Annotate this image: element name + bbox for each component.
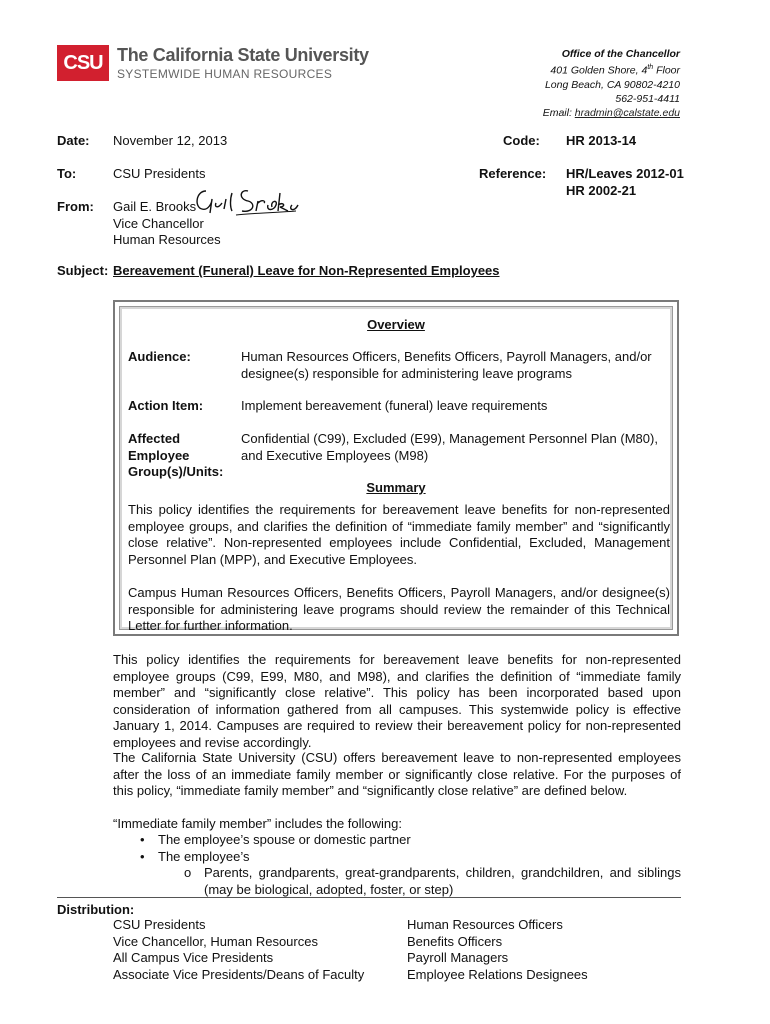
reference-label: Reference: (479, 166, 547, 181)
bullet-marker-2: • (140, 849, 145, 864)
distribution-title: Distribution: (57, 902, 135, 917)
distribution-item: All Campus Vice Presidents (113, 950, 274, 965)
from-title: Vice Chancellor (113, 215, 204, 231)
logo-title: The California State University (117, 45, 369, 65)
distribution-item: CSU Presidents (113, 917, 206, 932)
distribution-item: Associate Vice Presidents/Deans of Faculty (113, 966, 365, 982)
sub-bullet-marker: o (184, 865, 192, 880)
body-paragraph-1: This policy identifies the requirements for bereavement leave benefits for non-represented employee groups (C99, E99, M80, and M98), and clarifies the definition of “immediate family member” and “significantly close relative”. This policy has been incorporated based upon consideration of information gathered from all campuses. This systemwide policy is effective January 1, 2014. Campuses are required to review their bereavement policy for non-represented employees and revise accordingly. (113, 652, 681, 750)
date-label: Date: (57, 133, 90, 148)
summary-title: Summary (366, 480, 426, 495)
distribution-item: Employee Relations Designees (407, 966, 588, 982)
logo-subtitle: SYSTEMWIDE HUMAN RESOURCES (117, 67, 333, 81)
distribution-right-list (407, 917, 588, 983)
office-email: Email: hradmin@calstate.edu (542, 107, 680, 120)
to-value: CSU Presidents (113, 166, 206, 181)
subject-line (57, 263, 500, 278)
overview-box: Overview Audience: Human Resources Officers, Benefits Officers, Payroll Managers, and/or designee(s) responsible for administering leave programs Action Item: Implement bereavement (funeral) leave requirements Affected Employee Group(s)/Units: Confidential (C99), Excluded (E99), Management Personnel Plan (M80), and Executive Employees (M98) Summary This policy identifies the requirements for bereavement leave benefits for non-represented employee groups, and clarifies the definition of “immediate family member” and “significantly close relative”. Non-represented employees include Confidential, Excluded, Management Personnel Plan (MPP), and Executive Employees. Campus Human Resources Officers, Benefits Officers, Payroll Managers, and/or designee(s) responsible for administering leave programs should review the remainder of this Technical Letter for further information. (113, 300, 679, 636)
email-link[interactable]: hradmin@calstate.edu (574, 107, 680, 120)
date-value: November 12, 2013 (113, 133, 228, 148)
subject-value: Bereavement (Funeral) Leave for Non-Represented Employees (113, 263, 500, 278)
office-city: Long Beach, CA 90802-4210 (544, 78, 680, 91)
sub-bullet-relatives: Parents, grandparents, great-grandparents, children, grandchildren, and siblings (may be biological, adopted, foster, or step) (204, 865, 681, 897)
body-paragraph-2: The California State University (CSU) offers bereavement leave to non-represented employees after the loss of an immediate family member or significantly close relative. For the purposes of this policy, “immediate family member” and “significantly close relative” are defined below. (113, 750, 681, 798)
signature-image (192, 185, 300, 221)
office-phone: 562-951-4411 (615, 93, 680, 106)
subject-label: Subject: (57, 263, 109, 278)
csu-logo-mark: CSU (57, 45, 109, 81)
distribution-left-list (113, 917, 364, 983)
code-label: Code: (503, 133, 540, 148)
office-name: Office of the Chancellor (561, 48, 680, 60)
reference-values: HR/Leaves 2012-01 HR 2002-21 (566, 166, 684, 198)
office-address-block (543, 47, 680, 121)
distribution-item: Payroll Managers (407, 950, 509, 965)
overview-title: Overview (367, 317, 425, 332)
office-street: 401 Golden Shore, 4th Floor (550, 64, 680, 77)
summary-paragraph-2: Campus Human Resources Officers, Benefits Officers, Payroll Managers, and/or designee(s) responsible for administering leave programs should review the remainder of this Technical Letter for further information. (128, 585, 670, 633)
bullet-marker-1: • (140, 832, 145, 847)
distribution-item: Vice Chancellor, Human Resources (113, 933, 318, 949)
bullet-employees: The employee’s (158, 849, 250, 864)
distribution-item: Human Resources Officers (407, 917, 563, 932)
from-dept: Human Resources (113, 232, 221, 247)
from-name: Gail E. Brooks (113, 199, 197, 214)
distribution-item: Benefits Officers (407, 933, 503, 949)
bullet-spouse: The employee’s spouse or domestic partner (158, 832, 411, 847)
distribution-divider (57, 897, 681, 898)
csu-logo (57, 45, 369, 81)
to-label: To: (57, 166, 77, 181)
summary-paragraph-1: This policy identifies the requirements for bereavement leave benefits for non-represented employee groups, and clarifies the definition of “immediate family member” and “significantly close relative”. Non-represented employees include Confidential, Excluded, Management Personnel Plan (MPP), and Executive Employees. (128, 502, 670, 567)
definition-intro: “Immediate family member” includes the following: (113, 816, 402, 831)
code-value: HR 2013-14 (566, 133, 637, 148)
from-label: From: (57, 199, 94, 214)
